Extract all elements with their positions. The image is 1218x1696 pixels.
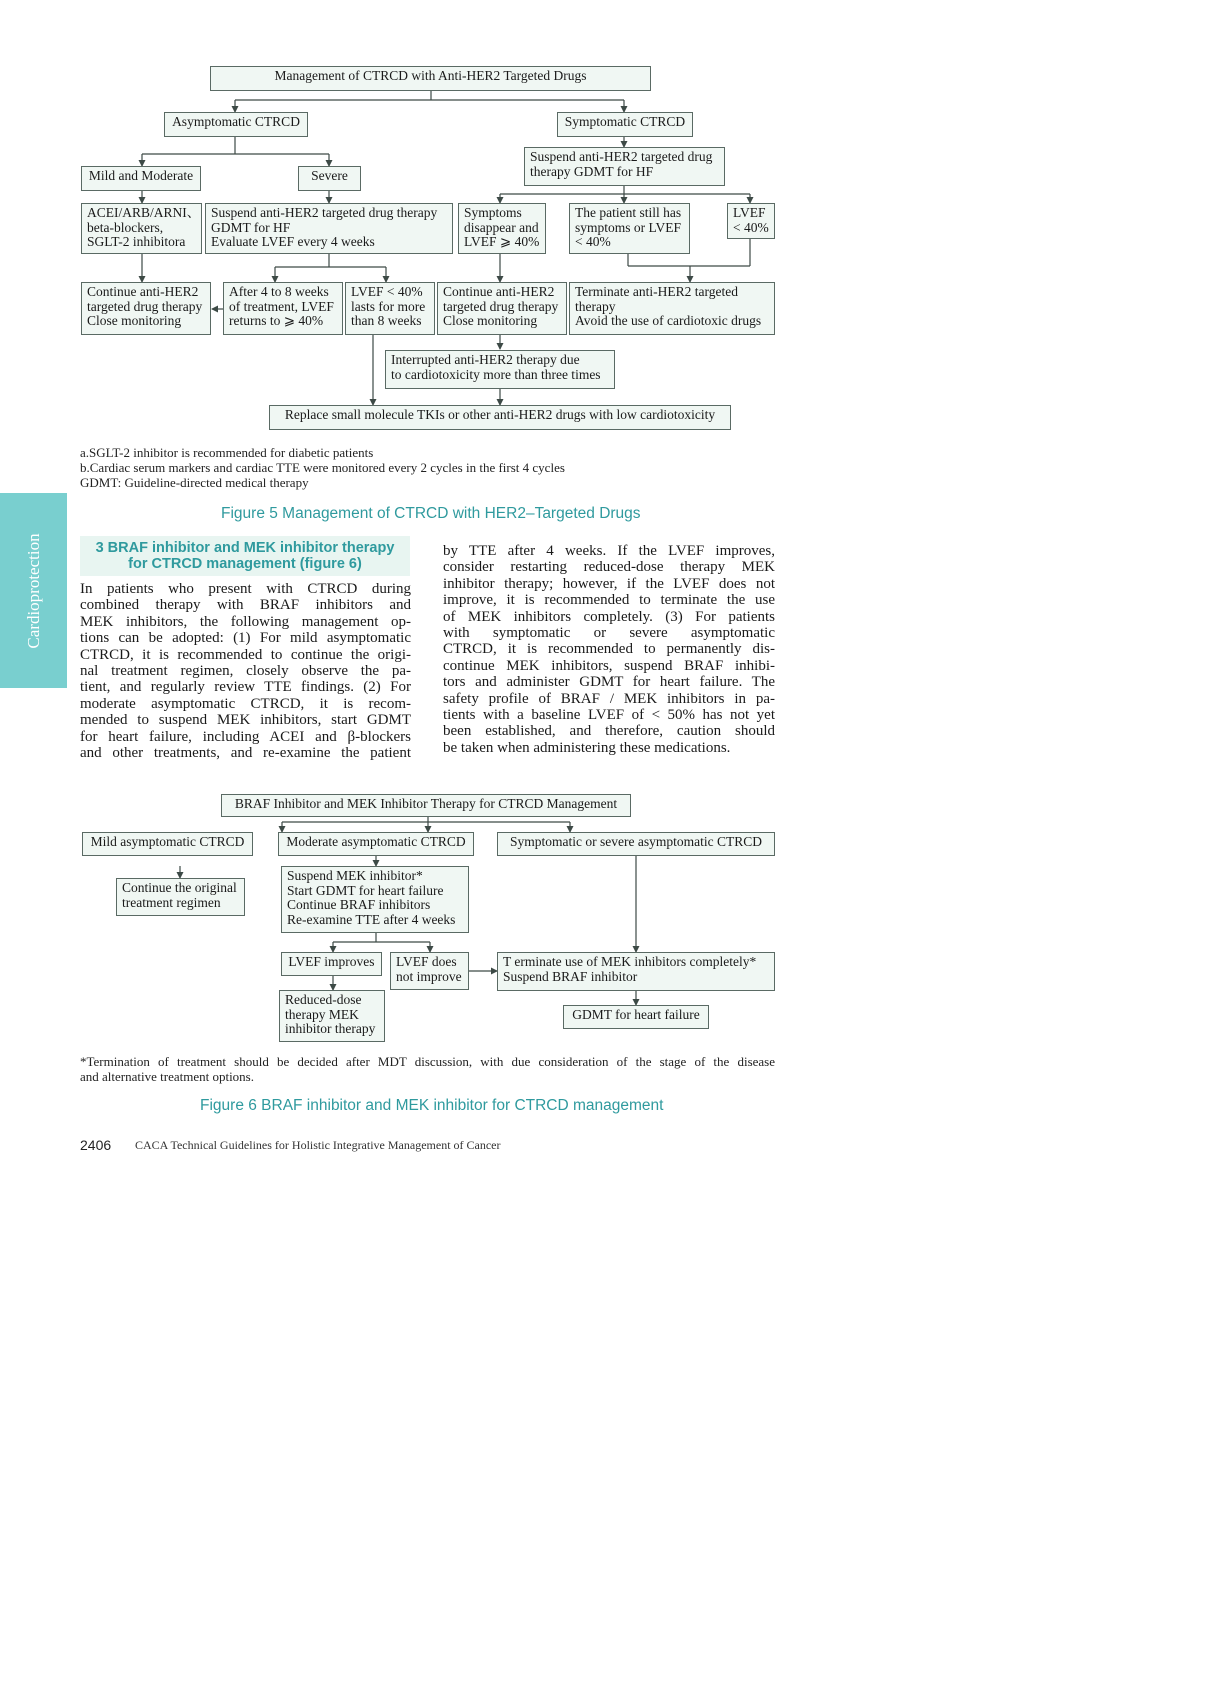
fig6-lvef-not-improve-line: not improve [396,968,462,984]
fig5-asymptomatic-box [164,112,308,137]
fig5-note: b.Cardiac serum markers and cardiac TTE were monitored every 2 cycles in the first 4 cycles [80,460,565,475]
fig5-after-weeks-line: After 4 to 8 weeks [229,284,329,299]
fig5-continue-mid-line: targeted drug therapy [443,298,559,314]
fig5-note: GDMT: Guideline-directed medical therapy [80,475,309,490]
body-line: In patients who present with CTRCD during [80,581,411,597]
fig5-symptomatic-box [557,112,693,137]
body-line: safety profile of BRAF / MEK inhibitors in pa- [443,690,775,707]
fig6-terminate-mek-box [497,952,775,991]
fig6-moderate-box [278,832,474,856]
fig6-reduced-dose-line: inhibitor therapy [285,1021,376,1036]
body-line: tions can be adopted: (1) For mild asymptomatic [80,630,411,647]
fig5-continue-left-line: Close monitoring [87,313,182,328]
fig5-lasts-more-line: LVEF < 40% [351,284,423,299]
fig6-mild-label: Mild asymptomatic CTRCD [90,834,245,849]
fig5-suspend-eval-box [205,203,453,254]
body-line: for heart failure, including ACEI and β-blockers [80,728,411,745]
fig5-interrupted-line: to cardiotoxicity more than three times [391,366,601,382]
fig5-lasts-more-line: lasts for more [351,298,426,314]
running-footer-title: CACA Technical Guidelines for Holistic Integrative Management of Cancer [135,1138,501,1152]
fig6-suspend-mek-box [281,866,469,933]
fig5-still-symptoms-line: < 40% [575,234,611,249]
fig6-note: and alternative treatment options. [80,1069,254,1084]
section-heading-line: for CTRCD management (figure 6) [128,556,362,572]
fig5-suspend-gdmt-box [524,147,725,186]
fig6-terminate-mek-line: T erminate use of MEK inhibitors completely* [503,954,757,969]
fig6-gdmt-hf-label: GDMT for heart failure [572,1007,700,1022]
fig5-lasts-more-line: than 8 weeks [351,313,422,328]
body-line: tients with a baseline LVEF of < 50% has not yet [443,706,775,723]
body-line: inhibitor therapy; however, if the LVEF does not [443,575,775,592]
fig5-acei-line: ACEI/ARB/ARNI、 [87,205,201,220]
fig6-suspend-mek-line: Continue BRAF inhibitors [287,897,431,912]
fig5-suspend-gdmt-line: therapy GDMT for HF [530,163,654,179]
fig5-continue-mid-line: Close monitoring [443,313,538,328]
fig6-moderate-label: Moderate asymptomatic CTRCD [286,834,466,849]
body-line: moderate asymptomatic CTRCD, it is recom- [80,695,411,712]
fig6-lvef-improves-box [281,952,382,976]
fig6-continue-original-box [116,878,245,916]
fig5-root-box [210,66,651,91]
body-line: CTRCD, it is recommended to continue the origi- [80,646,411,663]
fig5-lvef-lt40-line: LVEF [733,205,766,220]
fig5-after-weeks-line: returns to ⩾ 40% [229,313,324,328]
fig6-lvef-improves-label: LVEF improves [288,954,375,969]
fig6-note: *Termination of treatment should be decided after MDT discussion, with due consideration of the stage of the disease [80,1054,775,1069]
fig5-symptoms-disappear-line: LVEF ⩾ 40% [464,234,540,249]
fig5-terminate-box [569,282,775,335]
fig5-suspend-gdmt-line: Suspend anti-HER2 targeted drug [530,149,713,164]
fig5-after-weeks-box [223,282,343,335]
body-line: consider restarting reduced-dose therapy MEK [443,559,775,576]
fig5-lvef-lt40-box [727,203,775,239]
figure5-caption: Figure 5 Management of CTRCD with HER2–Targeted Drugs [221,505,641,522]
body-line: tient, and regularly review TTE findings. (2) For [80,679,411,696]
fig5-acei-box [81,203,202,254]
body-line: combined therapy with BRAF inhibitors and [80,597,411,614]
body-line: be taken when administering these medications. [443,739,731,756]
fig5-continue-left-line: targeted drug therapy [87,298,203,314]
fig5-symptoms-disappear-line: disappear and [464,219,539,235]
body-line: CTRCD, it is recommended to permanently dis- [443,641,775,658]
fig6-suspend-mek-line: Suspend MEK inhibitor* [287,868,423,883]
body-line: tors and administer GDMT for heart failure. The [443,674,775,691]
fig5-still-symptoms-line: symptoms or LVEF [575,219,682,235]
body-paragraph-left [80,581,411,761]
fig5-continue-mid-line: Continue anti-HER2 [443,284,555,299]
fig6-lvef-not-improve-box [390,952,469,990]
fig6-symptomatic-label: Symptomatic or severe asymptomatic CTRCD [510,834,762,849]
fig5-mild-moderate-box [81,166,201,191]
fig6-reduced-dose-line: therapy MEK [285,1006,359,1022]
body-line: improve, it is recommended to terminate the use [443,592,775,609]
fig5-still-symptoms-line: The patient still has [575,205,682,220]
fig5-suspend-eval-line: GDMT for HF [211,219,291,235]
body-line: MEK inhibitors, the following management op- [80,613,411,630]
section-side-tab [0,493,67,688]
body-line: continue MEK inhibitors, suspend BRAF inhibi- [443,657,775,674]
body-line: and other treatments, and re-examine the patient [80,744,411,761]
fig5-suspend-eval-line: Evaluate LVEF every 4 weeks [211,234,375,249]
fig5-symptomatic-label: Symptomatic CTRCD [564,114,686,129]
fig5-continue-left-line: Continue anti-HER2 [87,284,199,299]
fig5-severe-label: Severe [311,168,348,183]
fig5-symptoms-disappear-box [458,203,546,254]
fig5-terminate-line: Terminate anti-HER2 targeted [575,284,738,299]
fig6-continue-original-line: treatment regimen [122,894,221,910]
fig6-lvef-not-improve-line: LVEF does [396,954,457,969]
fig5-interrupted-box [385,350,615,389]
fig6-reduced-dose-line: Reduced-dose [285,992,362,1007]
fig6-root-label: BRAF Inhibitor and MEK Inhibitor Therapy for CTRCD Management [234,796,618,811]
fig5-replace-box [269,405,731,430]
fig5-asymptomatic-label: Asymptomatic CTRCD [172,114,300,129]
body-line: been established, and therefore, caution should [443,723,775,740]
fig6-gdmt-hf-box [563,1005,709,1029]
fig5-symptoms-disappear-line: Symptoms [464,205,522,220]
fig5-terminate-line: therapy [575,298,616,314]
body-line: mended to suspend MEK inhibitors, start GDMT [80,712,411,729]
page-number: 2406 [80,1137,112,1153]
fig5-continue-mid-box [437,282,567,335]
side-tab-label: Cardioprotection [23,532,43,649]
fig6-suspend-mek-line: Start GDMT for heart failure [287,882,444,898]
fig5-terminate-line: Avoid the use of cardiotoxic drugs [575,313,762,328]
fig5-acei-line: SGLT-2 inhibitora [87,234,186,249]
fig5-suspend-eval-line: Suspend anti-HER2 targeted drug therapy [211,205,438,220]
section-heading-line: 3 BRAF inhibitor and MEK inhibitor therapy [95,540,395,556]
fig6-reduced-dose-box [279,990,385,1042]
fig6-symptomatic-box [497,832,775,856]
fig5-severe-box [298,166,361,191]
fig5-interrupted-line: Interrupted anti-HER2 therapy due [391,352,580,367]
body-line: of MEK inhibitors completely. (3) For patients [443,608,775,625]
fig5-after-weeks-line: of treatment, LVEF [229,298,334,314]
fig5-acei-line: beta-blockers, [87,219,164,235]
fig6-terminate-mek-line: Suspend BRAF inhibitor [503,968,638,984]
fig5-lasts-more-box [345,282,435,335]
fig5-mild-moderate-label: Mild and Moderate [88,168,194,183]
figure6-caption: Figure 6 BRAF inhibitor and MEK inhibitor for CTRCD management [200,1097,664,1114]
fig6-continue-original-line: Continue the original [122,880,237,895]
body-line: nal treatment regimen, closely observe the pa- [80,662,411,679]
body-line: by TTE after 4 weeks. If the LVEF improves, [443,543,775,559]
fig5-continue-left-box [81,282,211,335]
fig5-root-label: Management of CTRCD with Anti-HER2 Targeted Drugs [274,68,587,83]
fig5-still-symptoms-box [569,203,690,254]
section-heading [80,536,410,576]
fig5-replace-label: Replace small molecule TKIs or other anti-HER2 drugs with low cardiotoxicity [284,407,716,422]
fig6-root-box [221,794,631,817]
fig6-suspend-mek-line: Re-examine TTE after 4 weeks [287,911,456,927]
body-line: with symptomatic or severe asymptomatic [443,624,775,641]
body-paragraph-right [443,543,775,756]
fig6-mild-box [82,832,253,856]
fig5-lvef-lt40-line: < 40% [733,219,769,235]
fig5-note: a.SGLT-2 inhibitor is recommended for diabetic patients [80,445,374,460]
